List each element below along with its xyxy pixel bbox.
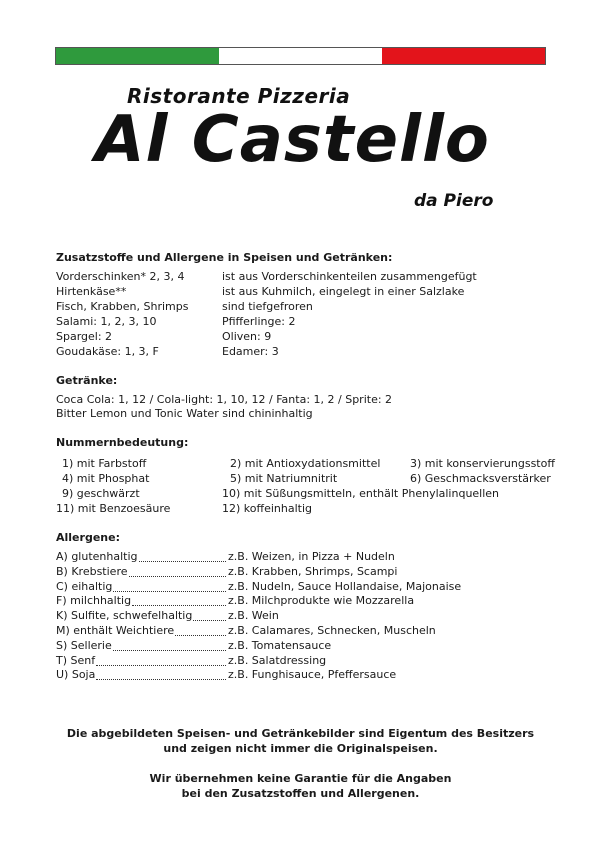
number-item: 3) mit konservierungsstoff [410, 457, 555, 470]
flag-white-stripe [219, 48, 382, 64]
additive-right: Edamer: 3 [222, 345, 279, 358]
drinks-heading: Getränke: [56, 374, 118, 387]
additive-right: Pfifferlinge: 2 [222, 315, 296, 328]
additive-right: sind tiefgefroren [222, 300, 313, 313]
numbers-heading: Nummernbedeutung: [56, 436, 189, 449]
dotted-leader [129, 576, 227, 577]
logo-title: Al Castello [95, 103, 490, 177]
allergen-example: z.B. Nudeln, Sauce Hollandaise, Majonaise [228, 579, 462, 593]
logo-subtitle: Ristorante Pizzeria [127, 84, 351, 108]
additives-heading: Zusatzstoffe und Allergene in Speisen und Getränken: [56, 251, 393, 264]
allergen-label: T) Senf [56, 653, 96, 667]
allergen-label: S) Sellerie [56, 638, 112, 652]
allergen-example: z.B. Calamares, Schnecken, Muscheln [228, 624, 436, 637]
allergen-label: C) eihaltig [56, 579, 113, 593]
allergen-label: U) Soja [56, 668, 96, 682]
additive-left: Vorderschinken* 2, 3, 4 [56, 270, 185, 283]
allergen-example: z.B. Weizen, in Pizza + Nudeln [228, 550, 395, 563]
allergen-example: z.B. Wein [228, 609, 279, 623]
dotted-leader [113, 650, 226, 651]
number-item: 4) mit Phosphat [62, 472, 150, 485]
number-item: 12) koffeinhaltig [222, 502, 312, 515]
flag-red-stripe [382, 48, 545, 64]
number-item: 2) mit Antioxydationsmittel [230, 457, 381, 470]
additive-left: Fisch, Krabben, Shrimps [56, 300, 189, 313]
allergen-example: z.B. Salatdressing [228, 653, 327, 667]
number-item: 10) mit Süßungsmitteln, enthält Phenylalinquellen [222, 487, 500, 500]
allergen-example: z.B. Tomatensauce [228, 638, 332, 652]
number-item: 6) Geschmacksverstärker [410, 472, 551, 485]
footer-disclaimer-2: und zeigen nicht immer die Originalspeisen. [163, 742, 438, 755]
allergen-example: z.B. Milchprodukte wie Mozzarella [228, 594, 415, 608]
dotted-leader [132, 605, 226, 606]
additive-left: Hirtenkäse** [56, 285, 127, 298]
flag-green-stripe [56, 48, 219, 64]
additive-left: Salami: 1, 2, 3, 10 [56, 315, 157, 328]
allergen-label: B) Krebstiere [56, 564, 128, 578]
additive-right: ist aus Vorderschinkenteilen zusammengefügt [222, 270, 477, 283]
allergen-label: A) glutenhaltig [56, 550, 138, 563]
additive-right: ist aus Kuhmilch, eingelegt in einer Salzlake [222, 285, 465, 298]
additive-right: Oliven: 9 [222, 330, 272, 343]
footer-disclaimer-4: bei den Zusatzstoffen und Allergenen. [181, 787, 420, 800]
additive-left: Spargel: 2 [56, 330, 113, 343]
dotted-leader [113, 591, 226, 592]
number-item: 5) mit Natriumnitrit [230, 472, 338, 485]
dotted-leader [96, 665, 226, 666]
dotted-leader [175, 635, 226, 636]
dotted-leader [193, 620, 226, 621]
italian-flag-bar [55, 47, 546, 65]
allergen-example: z.B. Krabben, Shrimps, Scampi [228, 564, 398, 578]
additive-left: Goudakäse: 1, 3, F [56, 345, 159, 358]
number-item: 11) mit Benzoesäure [56, 502, 171, 515]
number-item: 9) geschwärzt [62, 487, 140, 500]
allergens-heading: Allergene: [56, 531, 120, 544]
allergen-label: M) enthält Weichtiere [56, 624, 175, 637]
drinks-line: Coca Cola: 1, 12 / Cola-light: 1, 10, 12 / Fanta: 1, 2 / Sprite: 2 [56, 393, 393, 406]
footer-disclaimer-1: Die abgebildeten Speisen- und Getränkebilder sind Eigentum des Besitzers [66, 727, 535, 740]
logo-tagline: da Piero [414, 191, 494, 211]
drinks-line: Bitter Lemon und Tonic Water sind chininhaltig [56, 407, 313, 420]
allergen-label: F) milchhaltig [56, 594, 132, 608]
allergen-label: K) Sulfite, schwefelhaltig [56, 609, 193, 623]
dotted-leader [139, 561, 227, 562]
dotted-leader [96, 679, 226, 680]
allergen-example: z.B. Funghisauce, Pfeffersauce [228, 668, 397, 682]
footer-disclaimer-3: Wir übernehmen keine Garantie für die Angaben [149, 772, 452, 785]
number-item: 1) mit Farbstoff [62, 457, 147, 470]
